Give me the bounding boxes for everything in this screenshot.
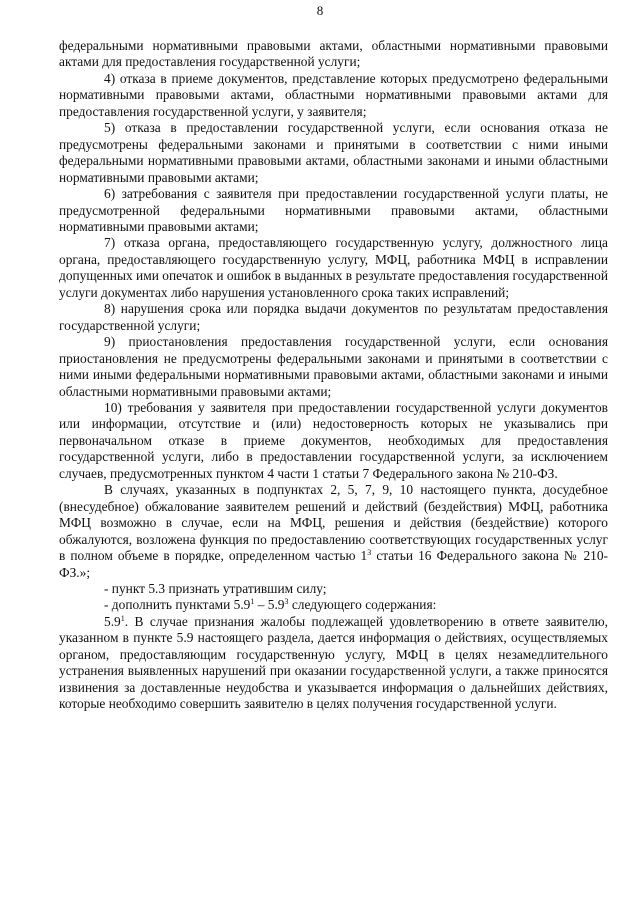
add-items-text: - дополнить пунктами 5.9 [104,597,251,613]
superscript: 3 [284,597,289,607]
paragraph-cases [59,482,608,581]
superscript: 1 [120,613,125,623]
item-number: 5.9 [104,613,121,629]
cases-text-end: статьи 16 Федерального закона № 210-ФЗ.»; [59,548,608,580]
paragraph-item-6: 6) затребования с заявителя при предоставлении государственной услуги платы, не предусмотренной федеральными нормативными правовыми актами, областными нормативными правовыми актами; [59,186,608,234]
paragraph-add-items [59,597,608,613]
paragraph-item-7: 7) отказа органа, предоставляющего государственную услугу, должностного лица органа, предоставляющего государственную услугу, МФЦ, работника МФЦ в исправлении допущенных ими опечаток и ошибок в выданных в результате предоставления государственной услуги документах либо нарушения установленного срока таких исправлений; [59,235,608,300]
superscript: 1 [250,597,255,607]
paragraph-item-5-9-1 [59,614,608,713]
paragraph-item-9: 9) приостановления предоставления государственной услуги, если основания приостановления не предусмотрены федеральными законами и принятыми в соответствии с ними иными федеральными нормативными правовыми актами, областными законами и иными областными нормативными правовыми актами; [59,334,608,399]
document-body [59,38,608,713]
cases-text: В случаях, указанных в подпунктах 2, 5, 7, 9, 10 настоящего пункта, досудебное (внесудебное) обжалование заявителем решений и действий (бездействия) МФЦ, работника МФЦ возможно в случае, если на МФЦ, решения и действия (бездействие) которого обжалуются, возложена функция по предоставлению соответствующих государственных услуг в полном объеме в порядке, определенном частью 1 [59,482,608,564]
paragraph-item-5-3: - пункт 5.3 признать утратившим силу; [104,580,327,596]
superscript: 3 [367,548,372,558]
paragraph-item-5: 5) отказа в предоставлении государственной услуги, если основания отказа не предусмотрены федеральными законами и принятыми в соответствии с ними иными федеральными нормативными правовыми актами, областными законами и иными областными нормативными правовыми актами; [59,120,608,185]
paragraph-item-8: 8) нарушения срока или порядка выдачи документов по результатам предоставления государственной услуги; [59,301,608,333]
item-5-9-1-text: . В случае признания жалобы подлежащей удовлетворению в ответе заявителю, указанном в пункте 5.9 настоящего раздела, дается информация о действиях, осуществляемых органом, предоставляющим государственную услугу, МФЦ в целях незамедлительного устранения выявленных нарушений при оказании государственной услуги, а также приносятся извинения за доставленные неудобства и указывается информация о дальнейших действиях, которые необходимо совершить заявителю в целях получения государственной услуги. [59,613,608,712]
add-items-dash: – 5.9 [254,597,285,613]
add-items-text-end: следующего содержания: [288,597,437,613]
paragraph-item-10: 10) требования у заявителя при предоставлении государственной услуги документов или информации, отсутствие и (или) недостоверность которых не указывались при первоначальном отказе в приеме документов, необходимых для предоставления государственной услуги, либо в предоставлении государственной услуги, за исключением случаев, предусмотренных пунктом 4 части 1 статьи 7 Федерального закона № 210-ФЗ. [59,399,608,481]
page-number: 8 [316,3,324,18]
paragraph-continuation: федеральными нормативными правовыми актами, областными нормативными правовыми актами для предоставления государственной услуги; [59,38,608,70]
paragraph-item-4: 4) отказа в приеме документов, представление которых предусмотрено федеральными нормативными правовыми актами, областными нормативными правовыми актами для предоставления государственной услуги, у заявителя; [59,70,608,119]
